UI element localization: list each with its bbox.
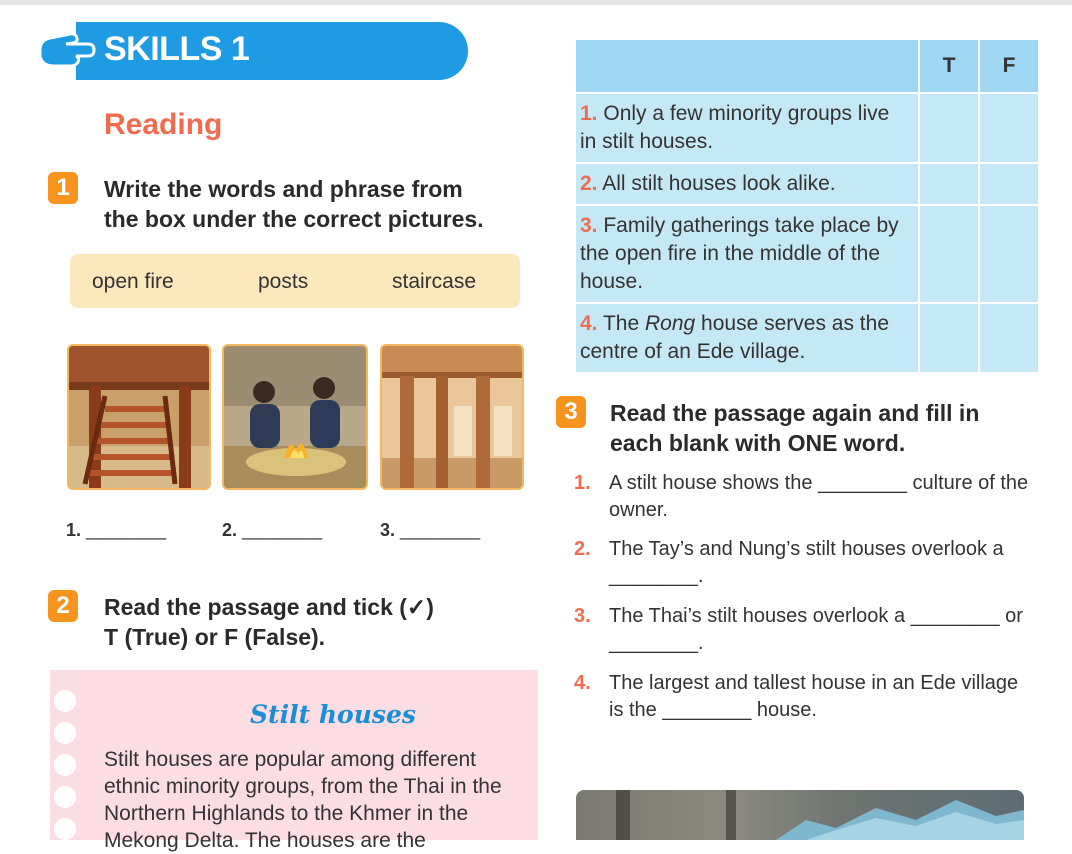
statement-text-pre: The — [602, 312, 646, 335]
binder-hole — [54, 818, 76, 840]
statement-text: Only a few minority groups live in stilt houses. — [580, 102, 890, 153]
exercise-1-instruction-line1: Write the words and phrase from — [104, 176, 463, 202]
true-false-table — [576, 40, 1040, 374]
fill-item-number: 4. — [574, 672, 591, 694]
exercise-2-instruction-line1: Read the passage and tick (✓) — [104, 594, 434, 620]
tick-cell-false[interactable] — [980, 94, 1040, 164]
answer-blank-1[interactable] — [66, 520, 166, 541]
tick-cell-false[interactable] — [980, 304, 1040, 374]
table-row — [576, 206, 1040, 304]
picture-posts — [380, 344, 524, 490]
answer-blank-3[interactable] — [380, 520, 480, 541]
word-open-fire: open fire — [92, 270, 174, 293]
exercise-1-badge: 1 — [48, 172, 78, 204]
stilt-house-photo — [576, 790, 1024, 840]
exercise-3-instruction-line2: each blank with ONE word. — [610, 430, 906, 456]
fill-item-text: A stilt house shows the ________ culture of the owner. — [609, 472, 1029, 521]
word-staircase: staircase — [392, 270, 477, 293]
binder-hole — [54, 690, 76, 712]
answer-blank-1-number: 1. — [66, 520, 82, 540]
exercise-1-instruction-line2: the box under the correct pictures. — [104, 206, 484, 232]
table-row — [576, 304, 1040, 374]
statement-text: All stilt houses look alike. — [602, 172, 836, 195]
exercise-3-badge: 3 — [556, 396, 586, 428]
answer-blank-1-line: ________ — [86, 520, 167, 540]
fill-item-number: 3. — [574, 605, 591, 627]
top-divider — [0, 0, 1072, 5]
fill-item-text: The Thai’s stilt houses overlook a ________ or ________. — [609, 605, 1023, 654]
answer-blank-2-line: ________ — [242, 520, 323, 540]
table-header-row — [576, 40, 1040, 94]
answer-blank-2[interactable] — [222, 520, 322, 541]
word-box — [70, 254, 520, 308]
word-posts: posts — [258, 270, 309, 293]
passage-text: Stilt houses are popular among different ethnic minority groups, from the Thai in the Northern Highlands to the Khmer in the Mekong Delta. The houses are the — [104, 748, 502, 852]
binder-hole — [54, 754, 76, 776]
pointing-hand-icon — [36, 26, 102, 78]
exercise-3-instruction-line1: Read the passage again and fill in — [610, 400, 980, 426]
statement-number: 1. — [580, 102, 598, 125]
statement-text-italic: Rong — [645, 312, 696, 335]
exercise-2-badge: 2 — [48, 590, 78, 622]
statement-number: 2. — [580, 172, 598, 195]
statement-number: 4. — [580, 312, 598, 335]
table-row — [576, 94, 1040, 164]
statement-number: 3. — [580, 214, 598, 237]
statement-text-post: house serves as the centre of an Ede village. — [580, 312, 889, 363]
table-header-false: F — [980, 40, 1040, 94]
answer-blank-2-number: 2. — [222, 520, 238, 540]
table-row — [576, 164, 1040, 206]
tick-cell-false[interactable] — [980, 206, 1040, 304]
statement-3 — [576, 206, 920, 304]
fill-item-text: The Tay’s and Nung’s stilt houses overlook a ________. — [609, 538, 1004, 587]
picture-open-fire — [222, 344, 368, 490]
statement-4 — [576, 304, 920, 374]
table-header-true: T — [920, 40, 980, 94]
passage-title: Stilt houses — [250, 700, 416, 729]
picture-staircase — [67, 344, 211, 490]
statement-1 — [576, 94, 920, 164]
fill-item-number: 1. — [574, 472, 591, 494]
tick-cell-true[interactable] — [920, 164, 980, 206]
section-heading-reading: Reading — [104, 108, 223, 141]
exercise-2-instruction-line2: T (True) or F (False). — [104, 624, 326, 650]
fill-item-number: 2. — [574, 538, 591, 560]
tick-cell-true[interactable] — [920, 94, 980, 164]
tick-cell-true[interactable] — [920, 304, 980, 374]
tick-cell-true[interactable] — [920, 206, 980, 304]
answer-blank-3-line: ________ — [400, 520, 481, 540]
answer-blank-3-number: 3. — [380, 520, 396, 540]
statement-2 — [576, 164, 920, 206]
binder-hole — [54, 786, 76, 808]
binder-hole — [54, 722, 76, 744]
tick-cell-false[interactable] — [980, 164, 1040, 206]
table-header-blank — [576, 40, 920, 94]
fill-item-text: The largest and tallest house in an Ede village is the ________ house. — [609, 672, 1019, 721]
statement-text: Family gatherings take place by the open fire in the middle of the house. — [580, 214, 899, 293]
page-title: SKILLS 1 — [104, 30, 250, 68]
